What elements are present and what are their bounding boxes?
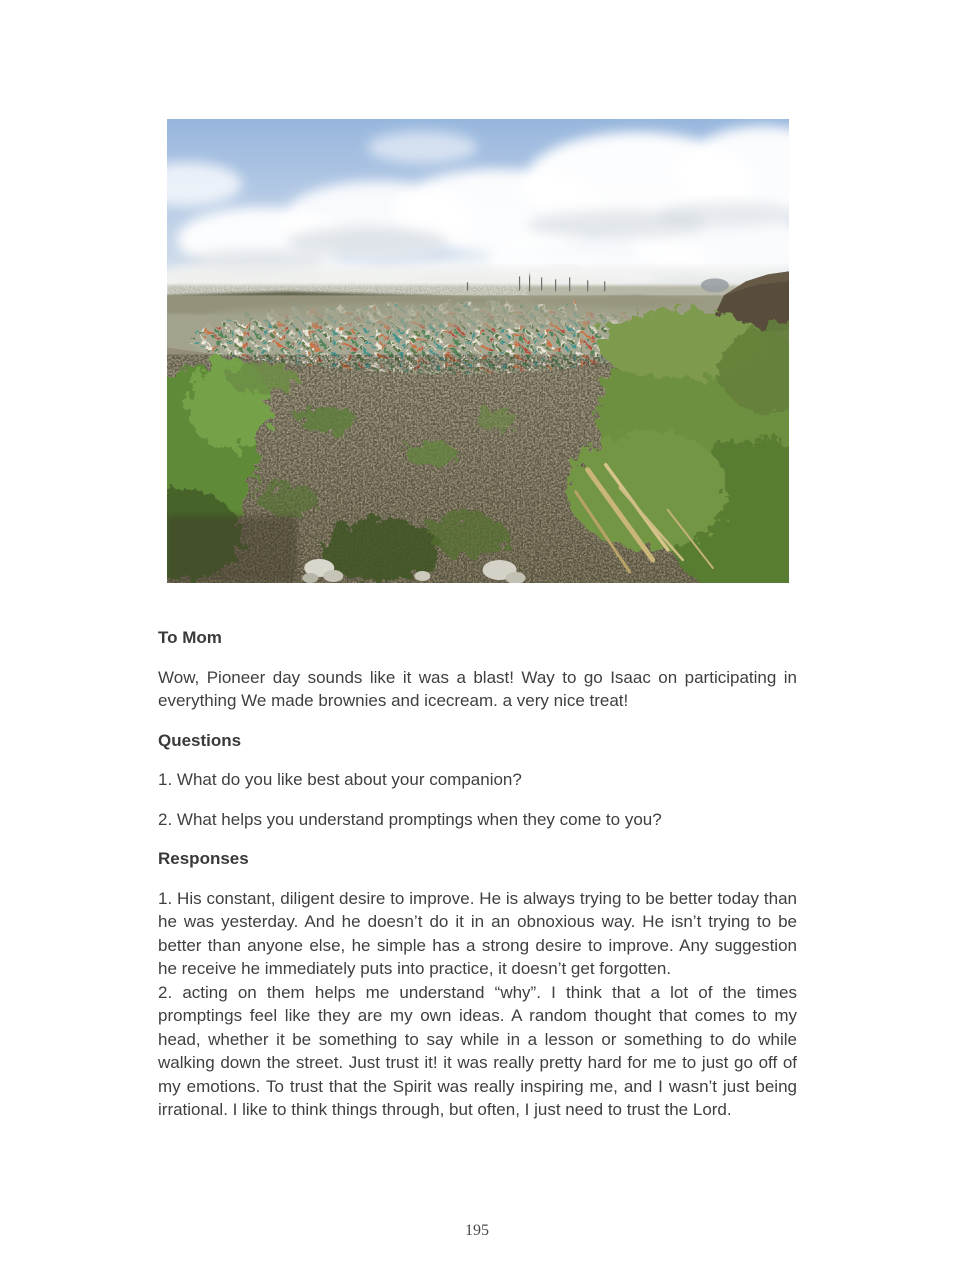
- greeting-heading: To Mom: [158, 628, 222, 647]
- landscape-photo-frame: [167, 119, 789, 583]
- intro-paragraph: Wow, Pioneer day sounds like it was a blast! Way to go Isaac on participating in everything We made brownies and icecream. a very nice treat!: [158, 667, 797, 710]
- letter-body: [158, 626, 797, 1138]
- response-item-1: 1. His constant, diligent desire to improve. He is always trying to be better today than he was yesterday. And he doesn’t do it in an obnoxious way. He isn’t trying to be better than anyone else, he simple has a strong desire to improve. Any suggestion he receive he immediately puts into practice, it doesn’t get forgotten.: [158, 888, 797, 978]
- question-item-2: 2. What helps you understand promptings when they come to you?: [158, 809, 662, 829]
- landscape-photo: [167, 119, 789, 583]
- responses-heading: Responses: [158, 849, 249, 868]
- question-item-1: 1. What do you like best about your companion?: [158, 770, 522, 789]
- page-number: 195: [465, 1222, 489, 1239]
- response-item-2: 2. acting on them helps me understand “why”. I think that a lot of the times promptings feel like they are my own ideas. A random thought that comes to my head, whether it be something to say while in a lesson or something to do while walking down the street. Just trust it! it was really pretty hard for me to just go off of my emotions. To trust that the Spirit was really inspiring me, and I wasn’t just being irrational. I like to think things through, but often, I just need to trust the Lord.: [158, 982, 797, 1119]
- responses-block: [158, 887, 797, 1122]
- questions-heading: Questions: [158, 730, 242, 750]
